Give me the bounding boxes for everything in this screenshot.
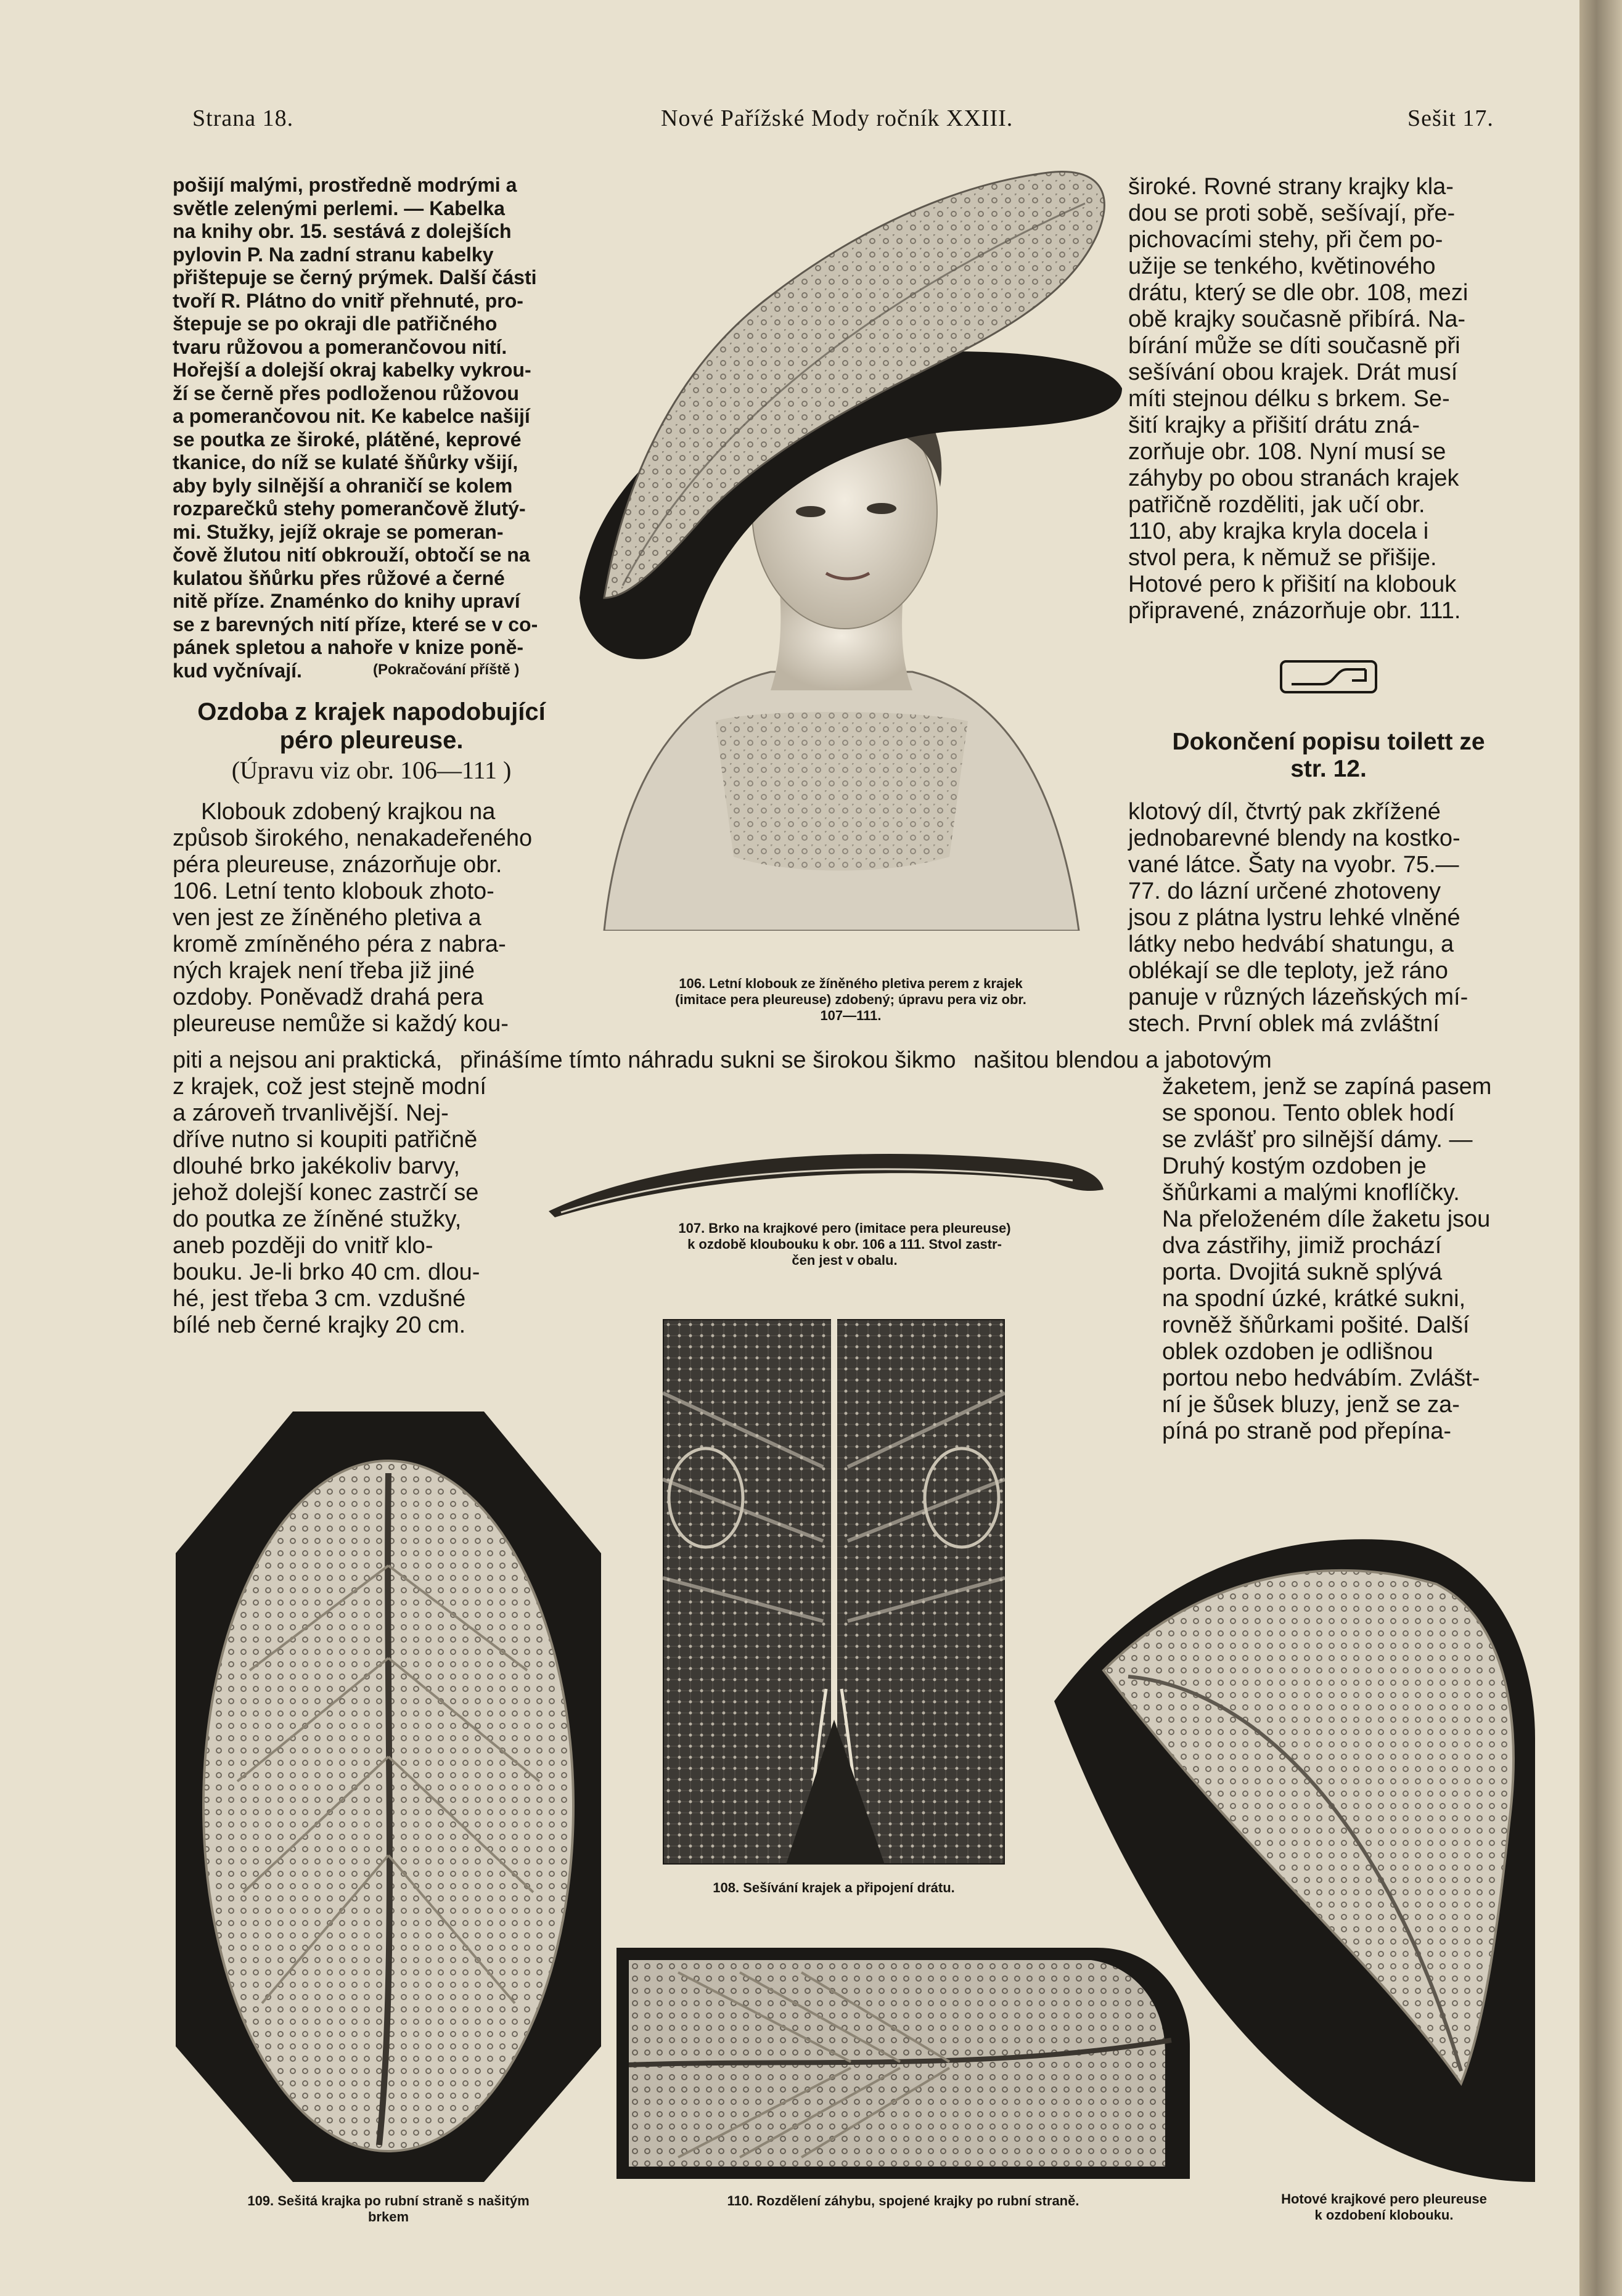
- article-title-line: péro pleureuse.: [279, 727, 464, 754]
- caption-line: 107—111.: [820, 1008, 882, 1023]
- column3-mid: [1128, 799, 1529, 1037]
- text-line: ných krajek není třeba již jiné: [173, 958, 475, 984]
- article2-title: [1128, 729, 1529, 783]
- text-fragment: přinášíme tímto náhradu sukni se širokou šikmo: [459, 1047, 956, 1073]
- text-line: 106. Letní tento klobouk zhoto-: [173, 878, 494, 904]
- text-line: tkanice, do níž se kulaté šňůrky všijí,: [173, 451, 518, 473]
- text-line: se poutka ze široké, plátěné, keprové: [173, 428, 522, 451]
- caption-line: brkem: [367, 2209, 409, 2225]
- text-line: mi. Stužky, jejíž okraje se pomeran-: [173, 520, 504, 543]
- text-line: pylovin P. Na zadní stranu kabelky: [173, 243, 494, 266]
- text-line: hé, jest třeba 3 cm. vzdušné: [173, 1286, 466, 1312]
- figure-106-caption: [598, 976, 1104, 1024]
- text-line: ní je šůsek bluzy, jenž se za-: [1162, 1392, 1460, 1418]
- caption-line: (imitace pera pleureuse) zdobený; úpravu pera viz obr.: [675, 992, 1026, 1007]
- text-line: zorňuje obr. 108. Nyní musí se: [1128, 439, 1446, 465]
- caption-line: k ozdobě kloubouku k obr. 106 a 111. Stvol zastr-: [687, 1236, 1002, 1252]
- caption-line: čen jest v obalu.: [792, 1252, 898, 1268]
- text-line: způsob širokého, nenakadeřeného: [173, 825, 533, 851]
- text-line: šití krajky a přišití drátu zná-: [1128, 412, 1420, 438]
- text-line: pošijí malými, prostředně modrými a: [173, 174, 517, 196]
- text-line: pleureuse nemůže si každý kou-: [173, 1011, 509, 1037]
- article-title: [173, 698, 570, 754]
- text-line: kud vyčnívají.: [173, 659, 302, 682]
- text-line: látky nebo hedvábí shatungu, a: [1128, 931, 1454, 957]
- text-line: kulatou šňůrku přes růžové a černé: [173, 566, 505, 589]
- text-line: ozdoby. Poněvadž drahá pera: [173, 984, 484, 1010]
- text-line: dva zástřihy, jimiž prochází: [1162, 1233, 1442, 1259]
- figure-108-lace-sewing: [663, 1319, 1005, 1865]
- text-line: žaketem, jenž se zapíná pasem: [1162, 1074, 1492, 1100]
- figure-111-finished-plume: [1054, 1529, 1535, 2182]
- text-line: na knihy obr. 15. sestává z dolejších: [173, 220, 512, 242]
- text-line: Na přeloženém díle žaketu jsou: [1162, 1206, 1491, 1232]
- text-line: 110, aby krajka kryla docela i: [1128, 518, 1429, 544]
- caption-line: Hotové krajkové pero pleureuse: [1281, 2191, 1487, 2207]
- text-line: tvaru růžovou a pomerančovou nití.: [173, 335, 507, 358]
- article-subtitle: (Úpravu viz obr. 106—111 ): [231, 756, 512, 784]
- text-line: rozparečků stehy pomerančově žlutý-: [173, 497, 526, 520]
- text-line: se sponou. Tento oblek hodí: [1162, 1100, 1455, 1126]
- text-line: záhyby po obou stranách krajek: [1128, 465, 1459, 491]
- text-line: se z barevných nití příze, které se v co-: [173, 613, 538, 635]
- ornament-divider: [1279, 660, 1378, 694]
- text-line: píná po straně pod přepína-: [1162, 1418, 1452, 1444]
- figure-109-caption: [173, 2193, 604, 2225]
- text-line: jednobarevné blendy na kostko-: [1128, 825, 1460, 851]
- text-line: klotový díl, čtvrtý pak zkřížené: [1128, 799, 1441, 825]
- text-line: štepuje se po okraji dle patřičného: [173, 313, 498, 335]
- text-fragment: našitou blendou a jabotovým: [973, 1047, 1272, 1073]
- text-line: se zvlášť pro silnější dámy. —: [1162, 1127, 1473, 1153]
- text-line: připravené, znázorňuje obr. 111.: [1128, 598, 1461, 624]
- caption-line: 107. Brko na krajkové pero (imitace pera pleureuse): [678, 1220, 1011, 1236]
- text-line: drátu, který se dle obr. 108, mezi: [1128, 280, 1468, 306]
- caption-line: k ozdobení klobouku.: [1314, 2207, 1454, 2223]
- text-line: tvoří R. Plátno do vnitř přehnuté, pro-: [173, 289, 523, 312]
- caption-line: 106. Letní klobouk ze žíněného pletiva perem z krajek: [679, 976, 1023, 991]
- column3-top: [1128, 174, 1529, 624]
- page-number: Strana 18.: [192, 105, 294, 131]
- text-line: stech. První oblek má zvláštní: [1128, 1011, 1440, 1037]
- column1-top-text: [173, 174, 570, 682]
- text-line: užije se tenkého, květinového: [1128, 253, 1436, 279]
- text-line: na spodní úzké, krátké sukni,: [1162, 1286, 1466, 1312]
- page-binding-edge: [1579, 0, 1622, 2296]
- text-line: a pomerančovou nit. Ke kabelce našijí: [173, 405, 530, 427]
- column3-after: [1162, 1074, 1529, 1445]
- text-line: stvol pera, k němuž se přišije.: [1128, 545, 1437, 571]
- text-line: jehož dolejší konec zastrčí se: [173, 1180, 479, 1206]
- text-line: Hotové pero k přišití na klobouk: [1128, 571, 1457, 597]
- text-line: 77. do lázní určené zhotoveny: [1128, 878, 1441, 904]
- text-line: vané látce. Šaty na vyobr. 75.—: [1128, 852, 1459, 878]
- text-line: ven jest ze žíněného pletiva a: [173, 905, 481, 931]
- text-line: oblékají se dle teploty, jež ráno: [1128, 958, 1448, 984]
- text-line: dou se proti sobě, sešívají, pře-: [1128, 200, 1456, 226]
- text-line: Klobouk zdobený krajkou na: [201, 799, 496, 825]
- text-line: oblek ozdoben je odlišnou: [1162, 1339, 1433, 1365]
- text-line: z krajek, což jest stejně modní: [173, 1074, 486, 1100]
- figure-111-caption: [1245, 2191, 1523, 2223]
- text-line: světle zelenými perlemi. — Kabelka: [173, 197, 505, 219]
- article-title-line: Ozdoba z krajek napodobující: [197, 698, 546, 725]
- figure-106-hat-illustration: [567, 166, 1128, 931]
- text-line: péra pleureuse, znázorňuje obr.: [173, 852, 502, 878]
- text-line: obě krajky současně přibírá. Na-: [1128, 306, 1466, 332]
- text-line: přištepuje se černý prýmek. Další části: [173, 266, 537, 288]
- text-line: patřičně rozděliti, jak učí obr.: [1128, 492, 1425, 518]
- column1-body: [173, 799, 570, 1037]
- figure-110-caption: 110. Rozdělení záhybu, spojené krajky po rubní straně.: [727, 2193, 1079, 2208]
- text-line: aby byly silnější a ohraničí se kolem: [173, 474, 513, 497]
- text-line: a zároveň trvanlivější. Nej-: [173, 1100, 449, 1126]
- text-line: bílé neb černé krajky 20 cm.: [173, 1312, 466, 1338]
- text-line: nitě příze. Znaménko do knihy upraví: [173, 590, 520, 612]
- text-line: šňůrkami a malými knoflíčky.: [1162, 1180, 1460, 1206]
- text-line: rovněž šňůrkami pošité. Další: [1162, 1312, 1470, 1338]
- text-line: dříve nutno si koupiti patřičně: [173, 1127, 478, 1153]
- text-line: panuje v různých lázeňských mí-: [1128, 984, 1468, 1010]
- text-line: porta. Dvojitá sukně splývá: [1162, 1259, 1443, 1285]
- wide-text-line: [173, 1047, 1272, 1074]
- column1-after: [173, 1074, 543, 1339]
- text-line: Druhý kostým ozdoben je: [1162, 1153, 1427, 1179]
- text-line: čově žlutou nití obkrouží, obtočí se na: [173, 544, 530, 566]
- article-title-line: Dokončení popisu toilett ze: [1172, 729, 1485, 755]
- figure-107-quill: [543, 1131, 1110, 1224]
- text-line: kromě zmíněného péra z nabra-: [173, 931, 506, 957]
- text-line: pánek spletou a nahoře v knize poně-: [173, 636, 524, 658]
- text-fragment: piti a nejsou ani praktická,: [173, 1047, 443, 1073]
- text-line: pichovacími stehy, při čem po-: [1128, 227, 1443, 253]
- text-line: aneb později do vnitř klo-: [173, 1233, 433, 1259]
- figure-108-caption: 108. Sešívání krajek a připojení drátu.: [713, 1880, 955, 1895]
- text-line: ží se černě přes podloženou růžovou: [173, 382, 519, 404]
- caption-line: 109. Sešitá krajka po rubní straně s našitým: [247, 2193, 530, 2208]
- issue-number: Sešit 17.: [1407, 105, 1494, 131]
- figure-107-caption: [616, 1220, 1073, 1269]
- text-line: Hořejší a dolejší okraj kabelky vykrou-: [173, 359, 531, 381]
- text-line: dlouhé brko jakékoliv barvy,: [173, 1153, 461, 1179]
- continued-note: (Pokračování příště ): [373, 661, 520, 678]
- figure-109-sewn-lace: [176, 1412, 601, 2182]
- text-line: do poutka ze žíněné stužky,: [173, 1206, 462, 1232]
- magazine-title: Nové Pařížské Mody ročník XXIII.: [661, 105, 1014, 131]
- text-line: bírání může se díti současně při: [1128, 333, 1460, 359]
- article-title-line: str. 12.: [1290, 756, 1367, 782]
- text-line: jsou z plátna lystru lehké vlněné: [1128, 905, 1460, 931]
- text-line: bouku. Je-li brko 40 cm. dlou-: [173, 1259, 480, 1285]
- text-line: míti stejnou délku s brkem. Se-: [1128, 386, 1450, 412]
- text-line: portou nebo hedvábím. Zvlášt-: [1162, 1365, 1480, 1391]
- text-line: sešívání obou krajek. Drát musí: [1128, 359, 1458, 385]
- text-line: široké. Rovné strany krajky kla-: [1128, 174, 1454, 200]
